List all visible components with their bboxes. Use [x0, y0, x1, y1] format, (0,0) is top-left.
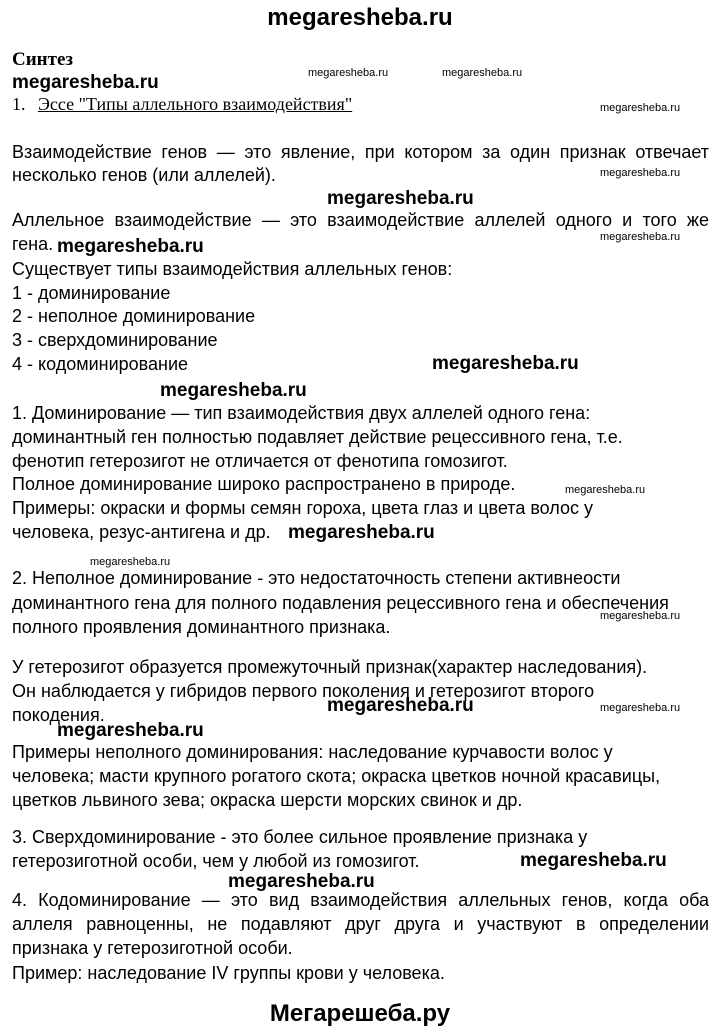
text-line: Взаимодействие генов — это явление, при котором за один признак отвечает	[12, 142, 709, 162]
watermark-big: megaresheba.ru	[432, 353, 579, 374]
text-line: доминантный ген полностью подавляет действие рецессивного гена, т.е.	[12, 427, 623, 447]
watermark-small: megaresheba.ru	[600, 610, 681, 622]
text-line: человека, резус-антигена и др.	[12, 522, 271, 542]
text-line: гена.	[12, 234, 54, 254]
watermark-small: megaresheba.ru	[565, 484, 646, 496]
text-line: Аллельное взаимодействие — это взаимодействие аллелей одного и того же	[12, 210, 709, 230]
site-header: megaresheba.ru	[267, 4, 453, 31]
site-footer: Мегарешеба.ру	[269, 1000, 451, 1027]
text-line: Пример: наследование IV группы крови у человека.	[12, 963, 445, 983]
text-line: 1 - доминирование	[12, 283, 171, 303]
text-line: цветков львиного зева; окраска шерсти морских свинок и др.	[12, 790, 523, 810]
text-line: несколько генов (или аллелей).	[12, 165, 276, 185]
watermark-big: megaresheba.ru	[160, 380, 307, 401]
text-line: покодения.	[12, 705, 105, 725]
watermark-big: megaresheba.ru	[12, 72, 159, 93]
text-line: Примеры неполного доминирования: наследование курчавости волос у	[12, 742, 613, 762]
text-line: Существует типы взаимодействия аллельных генов:	[12, 259, 453, 279]
watermark-big: megaresheba.ru	[288, 522, 435, 543]
text-line: 1. Доминирование — тип взаимодействия двух аллелей одного гена:	[12, 403, 591, 423]
watermark-small: megaresheba.ru	[600, 167, 681, 179]
text-line: 3. Сверхдоминирование - это более сильное проявление признака у	[12, 827, 588, 847]
text-line: Он наблюдается у гибридов первого поколения и гетерозигот второго	[12, 681, 595, 701]
text-line: признака у гетерозиготной особи.	[12, 938, 293, 958]
watermark-big: megaresheba.ru	[57, 720, 204, 741]
text-line: фенотип гетерозигот не отличается от фенотипа гомозигот.	[12, 451, 508, 471]
essay-number: 1.	[12, 94, 26, 114]
watermark-big: megaresheba.ru	[228, 871, 375, 892]
watermark-small: megaresheba.ru	[600, 702, 681, 714]
text-line: 2 - неполное доминирование	[12, 306, 256, 326]
watermark-small: megaresheba.ru	[442, 67, 523, 79]
text-line: 4 - кодоминирование	[12, 354, 189, 374]
text-line: 3 - сверхдоминирование	[12, 330, 218, 350]
text-line: Полное доминирование широко распространено в природе.	[12, 474, 516, 494]
text-line: 4. Кодоминирование — это вид взаимодействия аллельных генов, когда оба	[12, 890, 709, 910]
text-line: Примеры: окраски и формы семян гороха, цвета глаз и цвета волос у	[12, 498, 594, 518]
text-line: гетерозиготной особи, чем у любой из гомозигот.	[12, 851, 420, 871]
text-line: У гетерозигот образуется промежуточный признак(характер наследования).	[12, 657, 648, 677]
watermark-small: megaresheba.ru	[308, 67, 389, 79]
text-line: аллеля равноценны, не подавляют друг друга и участвуют в определении	[12, 914, 709, 934]
text-line: 2. Неполное доминирование - это недостаточность степени активнеости	[12, 568, 621, 588]
watermark-small: megaresheba.ru	[600, 231, 681, 243]
watermark-big: megaresheba.ru	[327, 188, 474, 209]
watermark-big: megaresheba.ru	[520, 850, 667, 871]
essay-title: Эссе "Типы аллельного взаимодействия"	[38, 94, 353, 114]
text-line: человека; масти крупного рогатого скота; окраска цветков ночной красавицы,	[12, 766, 661, 786]
text-line: полного проявления доминантного признака.	[12, 617, 391, 637]
watermark-big: megaresheba.ru	[327, 695, 474, 716]
text-line: доминантного гена для полного подавления рецессивного гена и обеспечения	[12, 593, 669, 613]
section-title: Синтез	[12, 49, 74, 70]
watermark-small: megaresheba.ru	[90, 556, 171, 568]
watermark-big: megaresheba.ru	[57, 236, 204, 257]
watermark-small: megaresheba.ru	[600, 102, 681, 114]
